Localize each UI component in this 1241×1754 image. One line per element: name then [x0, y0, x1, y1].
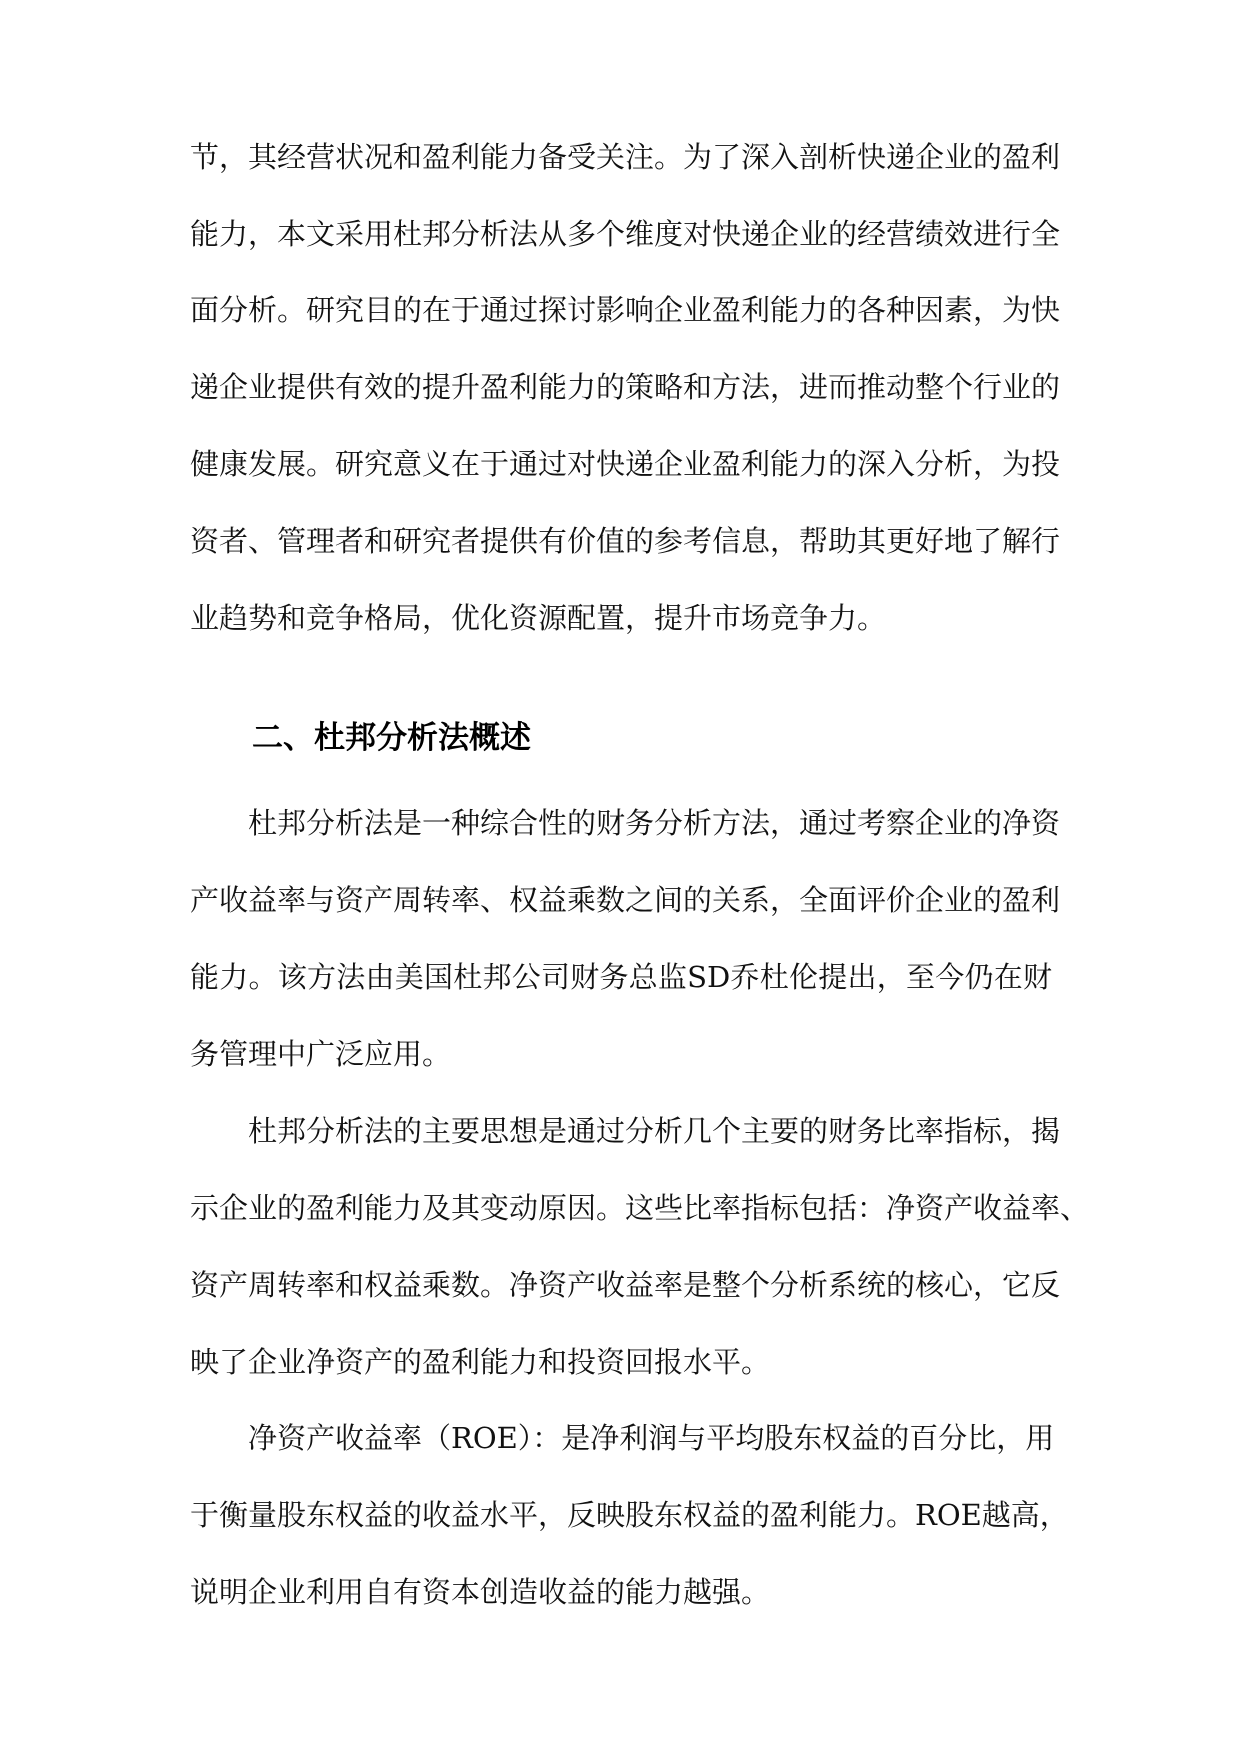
text-line: 资产周转率和权益乘数。净资产收益率是整个分析系统的核心，它反 [190, 1268, 1061, 1302]
text-line: 说明企业利用自有资本创造收益的能力越强。 [190, 1575, 771, 1609]
text-line: 业趋势和竞争格局，优化资源配置，提升市场竞争力。 [190, 601, 887, 635]
text-line: 能力，本文采用杜邦分析法从多个维度对快递企业的经营绩效进行全 [190, 217, 1061, 251]
text-line: 节，其经营状况和盈利能力备受关注。为了深入剖析快递企业的盈利 [190, 140, 1061, 174]
text-line: 面分析。研究目的在于通过探讨影响企业盈利能力的各种因素，为快 [190, 293, 1061, 327]
text-line: 映了企业净资产的盈利能力和投资回报水平。 [190, 1345, 771, 1379]
text-line: 资者、管理者和研究者提供有价值的参考信息，帮助其更好地了解行 [190, 524, 1061, 558]
text-line: 产收益率与资产周转率、权益乘数之间的关系，全面评价企业的盈利 [190, 883, 1061, 917]
text-line: 杜邦分析法的主要思想是通过分析几个主要的财务比率指标，揭 [248, 1114, 1061, 1148]
text-line: 示企业的盈利能力及其变动原因。这些比率指标包括：净资产收益率、 [190, 1191, 1090, 1225]
text-line: 杜邦分析法是一种综合性的财务分析方法，通过考察企业的净资 [248, 806, 1061, 840]
text-line: 递企业提供有效的提升盈利能力的策略和方法，进而推动整个行业的 [190, 370, 1061, 404]
section-heading: 二、杜邦分析法概述 [252, 720, 531, 756]
text-line: 净资产收益率（ROE）：是净利润与平均股东权益的百分比，用 [248, 1421, 1055, 1455]
text-line: 务管理中广泛应用。 [190, 1037, 452, 1071]
text-line: 于衡量股东权益的收益水平，反映股东权益的盈利能力。ROE越高， [190, 1498, 1069, 1532]
text-line: 健康发展。研究意义在于通过对快递企业盈利能力的深入分析，为投 [190, 447, 1061, 481]
text-line: 能力。该方法由美国杜邦公司财务总监SD乔杜伦提出，至今仍在财 [190, 960, 1052, 994]
